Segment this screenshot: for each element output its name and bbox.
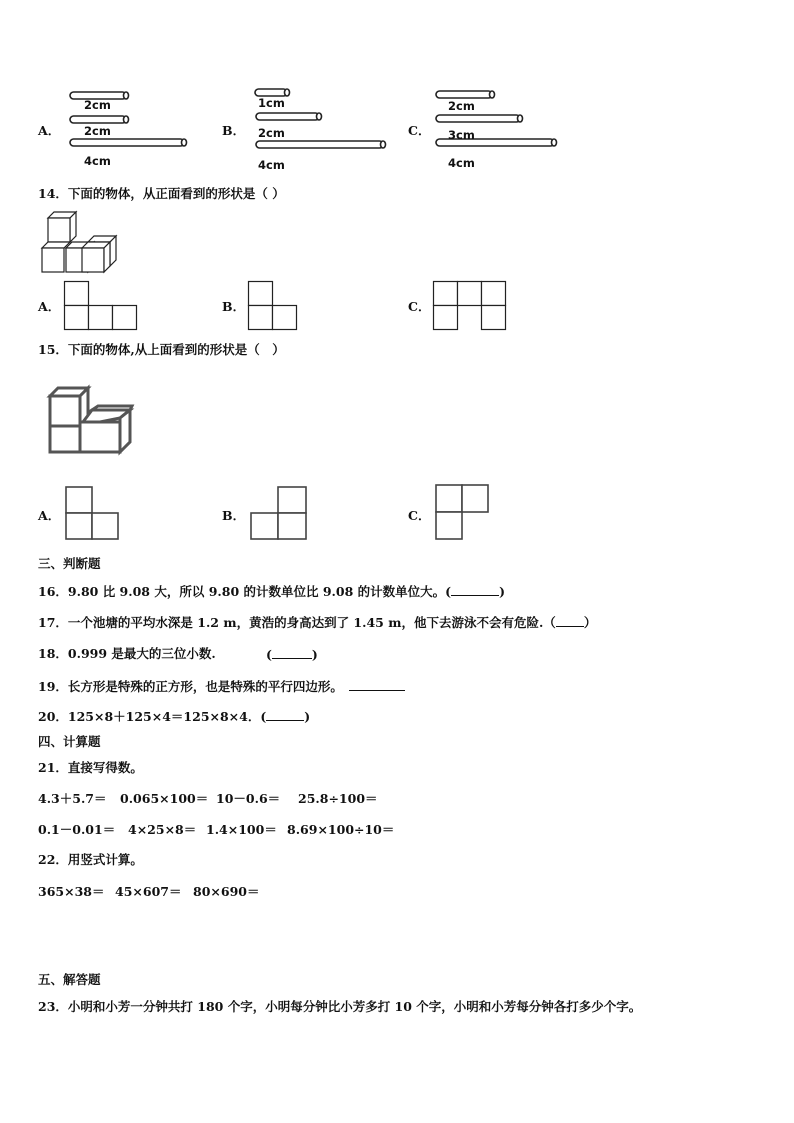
q16 [38,583,505,600]
q14-cube-figure [38,212,122,274]
q18-paren [266,646,318,663]
stick-c3-label: 4cm [448,156,475,170]
stick-c1-label: 2cm [448,99,475,113]
q15-option-b-letter[interactable]: B． [222,508,246,523]
q17-close-paren: ） [583,615,597,630]
q15-option-b-shape[interactable] [250,486,308,542]
q21-row1-item1: 4.3＋5.7＝ [38,791,107,806]
q22-item2: 45×607＝ [115,884,182,899]
q14-option-b-shape[interactable] [248,281,298,331]
q19 [38,678,405,695]
q14-option-c-shape[interactable] [433,281,507,331]
stick-b1 [255,89,290,96]
q19-answer-blank[interactable] [349,678,405,691]
q18-close-paren: ) [311,647,318,662]
q18-answer-blank[interactable] [272,646,312,659]
stick-a1-label: 2cm [84,98,111,112]
q16-answer-blank[interactable] [451,583,499,596]
q18-open-paren: ( [266,647,272,662]
q15-cube-figure [46,384,136,456]
q14-option-a-letter[interactable]: A． [38,299,61,314]
stick-b2-label: 2cm [258,126,285,140]
section3-title: 三、判断题 [38,556,101,571]
stick-a2 [70,116,129,123]
q13-sticks-drawing [0,0,794,200]
q19-text: 19．长方形是特殊的正方形，也是特殊的平行四边形。 [38,679,343,694]
q14-option-b-letter[interactable]: B． [222,299,246,314]
q17-answer-blank[interactable] [556,614,584,627]
q21-row2-item1: 0.1－0.01＝ [38,822,116,837]
q21-row2-item3: 1.4×100＝ [206,822,277,837]
stick-b3-label: 4cm [258,158,285,172]
stick-b1-label: 1cm [258,96,285,110]
q13-option-a-letter[interactable]: A． [38,123,61,138]
q20-text: 20．125×8＋125×4＝125×8×4．( [38,709,267,724]
q14-option-a-shape[interactable] [64,281,138,331]
section4-title: 四、计算题 [38,734,101,749]
q18 [38,646,216,662]
q21-row1-item2: 0.065×100＝ [120,791,209,806]
q15-option-c-shape[interactable] [435,484,491,542]
q22-item3: 80×690＝ [193,884,260,899]
q21-row1-item3: 10－0.6＝ [216,791,281,806]
q22-item1: 365×38＝ [38,884,105,899]
q17 [38,614,596,631]
section5-title: 五、解答题 [38,972,101,987]
stick-a2-label: 2cm [84,124,111,138]
q15-option-a-letter[interactable]: A． [38,508,61,523]
q22-stem: 22．用竖式计算。 [38,852,143,867]
q16-text: 16．9.80 比 9.08 大，所以 9.80 的计数单位比 9.08 的计数单位大。( [38,584,452,599]
stick-a3 [70,139,187,146]
stick-c2 [436,115,523,122]
q18-text: 18．0.999 是最大的三位小数. [38,646,216,661]
q20 [38,708,310,725]
q23: 23．小明和小芳一分钟共打 180 个字，小明每分钟比小芳多打 10 个字，小明和小芳每分钟各打多少个字。 [38,999,642,1014]
q16-close-paren: ) [499,584,505,599]
stick-b2 [256,113,322,120]
q21-row2-item2: 4×25×8＝ [128,822,197,837]
q20-close-paren: ) [304,709,311,724]
q15-option-c-letter[interactable]: C． [408,508,431,523]
stick-a3-label: 4cm [84,154,111,168]
q14-option-c-letter[interactable]: C． [408,299,431,314]
q21-row1-item4: 25.8÷100＝ [298,791,378,806]
stick-c2-label: 3cm [448,128,475,142]
q21-row2-item4: 8.69×100÷10＝ [287,822,395,837]
q14-stem: 14．下面的物体，从正面看到的形状是（ ） [38,186,285,201]
q17-text: 17．一个池塘的平均水深是 1.2 m，黄浩的身高达到了 1.45 m，他下去游泳不会有危险.（ [38,615,556,630]
q13-option-b-letter[interactable]: B． [222,123,246,138]
q21-stem: 21．直接写得数。 [38,760,143,775]
q15-stem: 15．下面的物体,从上面看到的形状是（ ） [38,342,285,357]
stick-c1 [436,91,495,98]
stick-b3 [256,141,386,148]
q15-option-a-shape[interactable] [65,486,119,542]
q13-option-c-letter[interactable]: C． [408,123,431,138]
q20-answer-blank[interactable] [266,708,304,721]
